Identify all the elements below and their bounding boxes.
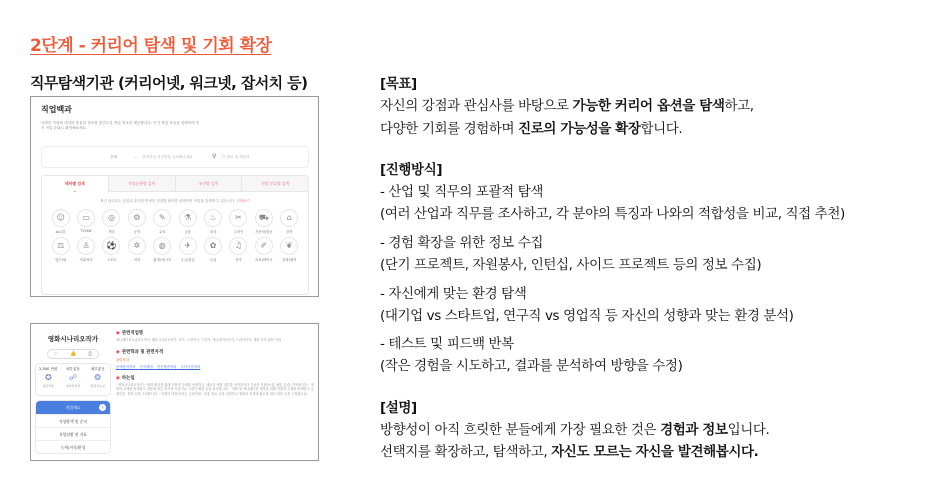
heading-text: 하는일 (121, 375, 135, 381)
menu-item-status[interactable]: 직업현황 및 지표 (36, 427, 110, 440)
flask-icon: ⚗ (179, 209, 197, 227)
ball-icon: ⚽ (102, 237, 120, 255)
method-item-title: - 경험 확장을 위한 정보 수집 (380, 235, 543, 251)
theme-item[interactable] (48, 237, 73, 262)
theme-label: 농업 (209, 258, 217, 262)
method-item-detail: (여러 산업과 직무를 조사하고, 각 분야의 특징과 나와의 적합성을 비교, 직접 추천) (380, 206, 845, 222)
building-icon: ⌂ (280, 209, 298, 227)
theme-grid (42, 204, 308, 262)
theme-label: 공학 (133, 230, 141, 234)
category-select[interactable]: 전체 (110, 155, 117, 159)
stat-caption: 일자리전망 (65, 384, 81, 388)
search-tabs (42, 176, 308, 192)
theme-item[interactable] (99, 237, 124, 262)
heading-text: 관련학과 및 관련자격 (121, 349, 164, 355)
method-item-title: - 자신에게 맞는 환경 탐색 (380, 286, 527, 302)
search-panel (41, 175, 309, 295)
stat-salary (36, 364, 61, 395)
job-detail-screenshot (30, 323, 319, 461)
major-link[interactable]: 문학계열 (139, 364, 153, 369)
research-checkbox[interactable]: ☐ 결과 내 재검색 (222, 155, 250, 159)
method-item-title: - 테스트 및 피드백 반복 (380, 336, 514, 352)
car-icon: ⛟ (255, 209, 273, 227)
theme-label: 건축 (286, 230, 293, 234)
major-link[interactable]: 문예창작학과 (116, 364, 136, 369)
checkbox-label: 결과 내 재검색 (226, 155, 250, 159)
goal-heading: [목표] (380, 76, 417, 92)
major-link[interactable]: 신문방송학과 (156, 364, 177, 369)
text: 자신의 강점과 관심사를 바탕으로 (380, 98, 573, 114)
theme-item[interactable] (175, 209, 200, 234)
search-bar (41, 146, 309, 168)
tab-aptitude[interactable]: 적성유형별 검색 (108, 176, 175, 192)
rocket-icon: ✈ (179, 237, 197, 255)
stat-growth (85, 364, 110, 395)
theme-item[interactable] (226, 237, 251, 262)
section-title: 직무탐색기관 (커리어넷, 워크넷, 잡서치 등) (30, 74, 308, 92)
job-encyclopedia-screenshot (30, 96, 319, 297)
theme-item[interactable] (124, 209, 149, 234)
tab-condition[interactable]: 조건별 검색 (175, 176, 242, 192)
person-icon: ♙ (77, 237, 95, 255)
thumbs-up-icon[interactable]: 👍 (70, 351, 77, 357)
growth-icon: ❂ (94, 373, 102, 382)
stage-title: 2단계 - 커리어 탐색 및 기회 확장 (30, 36, 272, 56)
menu-item-overview[interactable]: 직업개요 › (36, 401, 110, 414)
theme-item[interactable] (150, 237, 175, 262)
bullet-icon: ◉ (116, 349, 120, 355)
explain-line-1 (380, 418, 769, 438)
theme-item[interactable] (124, 237, 149, 262)
pencil-icon: ✎ (153, 209, 171, 227)
method-item-detail: (대기업 vs 스타트업, 연구직 vs 영업직 등 자신의 성향과 맞는 환경 분석) (380, 308, 794, 324)
method-item-title: - 산업 및 직무의 포괄적 탐색 (380, 184, 543, 200)
theme-label: 디자인 (233, 230, 244, 234)
theme-label: AI로봇 (55, 230, 66, 234)
stat-value: 2,500 만원 (39, 367, 58, 371)
view-all-button[interactable]: 전체보기 (236, 199, 250, 203)
section-heading (116, 375, 316, 381)
text: 다양한 기회를 경험하며 (380, 121, 519, 137)
tab-theme[interactable]: 테마별 검색 ⌄ (42, 176, 108, 192)
theme-label: 사회복지 (79, 258, 93, 262)
theme-label: 게임 (108, 230, 115, 234)
bullet-icon: ◉ (116, 375, 120, 381)
theme-item[interactable] (277, 209, 302, 234)
text: 합니다. (640, 121, 683, 137)
chevron-down-icon: ⌄ (134, 154, 138, 159)
bullet-icon: ◉ (116, 331, 120, 336)
text: 하고, (724, 98, 754, 114)
tv-icon: ▭ (77, 209, 95, 227)
theme-label: 우주/항공 (180, 258, 195, 262)
theme-label: TV/SW (80, 229, 92, 233)
emphasis: 가능한 커리어 옵션을 탐색 (572, 98, 725, 114)
stat-caption: 발전가능성 (90, 384, 105, 388)
theme-item[interactable] (251, 237, 276, 262)
job-stats (35, 363, 111, 396)
pot-icon: ♨ (204, 209, 222, 227)
flower-icon: ✿ (204, 237, 222, 255)
stat-outlook (61, 364, 86, 395)
theme-label: 의학 (133, 258, 141, 262)
emphasis: 경험과 정보 (660, 422, 728, 438)
theme-item[interactable] (277, 237, 302, 262)
text: 방향성이 아직 흐릿한 분들에게 가장 필요한 것은 (380, 422, 661, 438)
tab-classification[interactable]: 직업 분류별 검색 (241, 176, 308, 192)
theme-item[interactable] (73, 237, 98, 262)
theme-label: 음악 (235, 258, 242, 262)
goal-line-1 (380, 94, 754, 114)
theme-label: 법/사회 (55, 258, 67, 262)
leaf-icon: ❦ (280, 237, 298, 255)
job-menu (35, 400, 111, 454)
theme-item[interactable] (48, 209, 73, 234)
job-actions (47, 349, 99, 359)
music-icon: ♫ (229, 237, 247, 255)
theme-item[interactable] (200, 209, 225, 234)
search-input[interactable]: 검색하실 직업명을 입력해주세요 (142, 155, 193, 159)
major-link[interactable]: 국어국문학과 (180, 364, 201, 369)
print-icon[interactable]: ⎙ (88, 351, 93, 357)
job-profile-sidebar (35, 324, 111, 461)
gamepad-icon: ◎ (102, 209, 120, 227)
goal-line-2 (380, 117, 682, 137)
emphasis: 진로의 가능성을 확장 (518, 121, 641, 137)
stat-caption: 평균연봉 (42, 384, 55, 388)
stat-value: 매우좋음 (90, 367, 105, 371)
menu-item-ability[interactable]: 능력/지식/환경 (36, 440, 110, 453)
theme-item[interactable] (200, 237, 225, 262)
virus-icon: ✲ (128, 237, 146, 255)
section-heading (116, 349, 316, 355)
hint-text: 최근 대두되는 관심과 흥미를 반영한 직업별 테마를 선택하여 직업을 검색할 수 있습니다. (100, 199, 236, 203)
theme-label: 스포츠 (106, 258, 117, 262)
theme-label: 자동차/항공 (255, 230, 273, 234)
theme-item[interactable] (99, 209, 124, 234)
scale-icon: ⚖ (52, 237, 70, 255)
duties-text: · 영화시나리오작가는 영화 제작을 위해 작품의 주제를 선정하고, 새로운 영화 대본을 창작하거나 기존의 작품(소설, 웹툰 등)을 각색합니다. · 영화의 주제를 선택하고 내용에 따른 역사적 사실이나 시대의 배경 등을 조사합니다. · 영화 및 애니메이션 제작을 위해 작품의 주제를 선택하고 등장인물, 장면 등을 구성합니다. · 작품의 내용에 따른 등장인물, 시대, 장소 등을 설정하고 영화의 전개에 필요한 대사 내용 등을 구성합니다. (116, 382, 315, 396)
heading-text: 관련직업명 (121, 331, 144, 336)
job-detail-content (116, 324, 316, 461)
explain-line-2 (380, 440, 758, 460)
theme-item[interactable] (175, 237, 200, 262)
related-majors-label: 관련학과 (116, 357, 130, 362)
syringe-icon: ✐ (255, 237, 273, 255)
section-heading (116, 330, 316, 336)
theme-label: 의료/바이오 (255, 258, 273, 262)
theme-label: 관광/레저 (282, 258, 297, 262)
globe-icon: ◍ (153, 237, 171, 255)
theme-item[interactable] (251, 209, 276, 234)
text: 선택지를 확장하고, 탐색하고, (380, 444, 552, 460)
theme-item[interactable] (73, 209, 98, 234)
method-heading: [진행방식] (380, 162, 443, 178)
method-item-detail: (작은 경험을 시도하고, 결과를 분석하여 방향을 수정) (380, 358, 683, 374)
money-icon: ✪ (44, 373, 52, 382)
handshake-icon: ☍ (68, 373, 78, 382)
theme-label: 환경/에너지 (153, 258, 172, 262)
job-name: 영화시나리오작가 (47, 335, 99, 343)
text: 입니다. (727, 422, 770, 438)
theme-item[interactable] (150, 209, 175, 234)
scissors-icon: ✂ (229, 209, 247, 227)
search-icon[interactable]: ⚲ (212, 153, 217, 160)
emphasis: 자신도 모르는 자신을 발견해봅시다. (551, 444, 759, 460)
theme-label: 금융 (184, 230, 191, 234)
star-icon[interactable]: ☆ (53, 351, 59, 357)
related-majors-links (116, 364, 316, 369)
explain-heading: [설명] (380, 400, 417, 416)
stat-value: 매우좋음 (66, 367, 80, 371)
theme-label: 외식 (209, 230, 217, 234)
gear-icon: ⚙ (128, 209, 146, 227)
method-item-detail: (단기 프로젝트, 자원봉사, 인턴십, 사이드 프로젝트 등의 정보 수집) (380, 257, 762, 273)
theme-label: 교육 (159, 230, 166, 234)
page-title: 직업백과 (41, 105, 72, 114)
theme-item[interactable] (226, 209, 251, 234)
related-jobs-text: 애니메이션시나리오작가, 웹툰시나리오작가, 작가, 구성작가, 극작가, 애니메이션작가, 드라마작가, 게임 작가 관련 직업 (116, 338, 282, 342)
menu-item-aptitude[interactable]: 적성탐색 및 준비 (36, 414, 110, 427)
robot-icon: ☺ (52, 209, 70, 227)
page-description: 다양한 직업에 대하여 충분한 정보를 갖추도록 직업 정보를 제공합니다. 인기 직업 목록을 선택하여 인기 직업 순위도 확인해보세요. (41, 121, 200, 130)
